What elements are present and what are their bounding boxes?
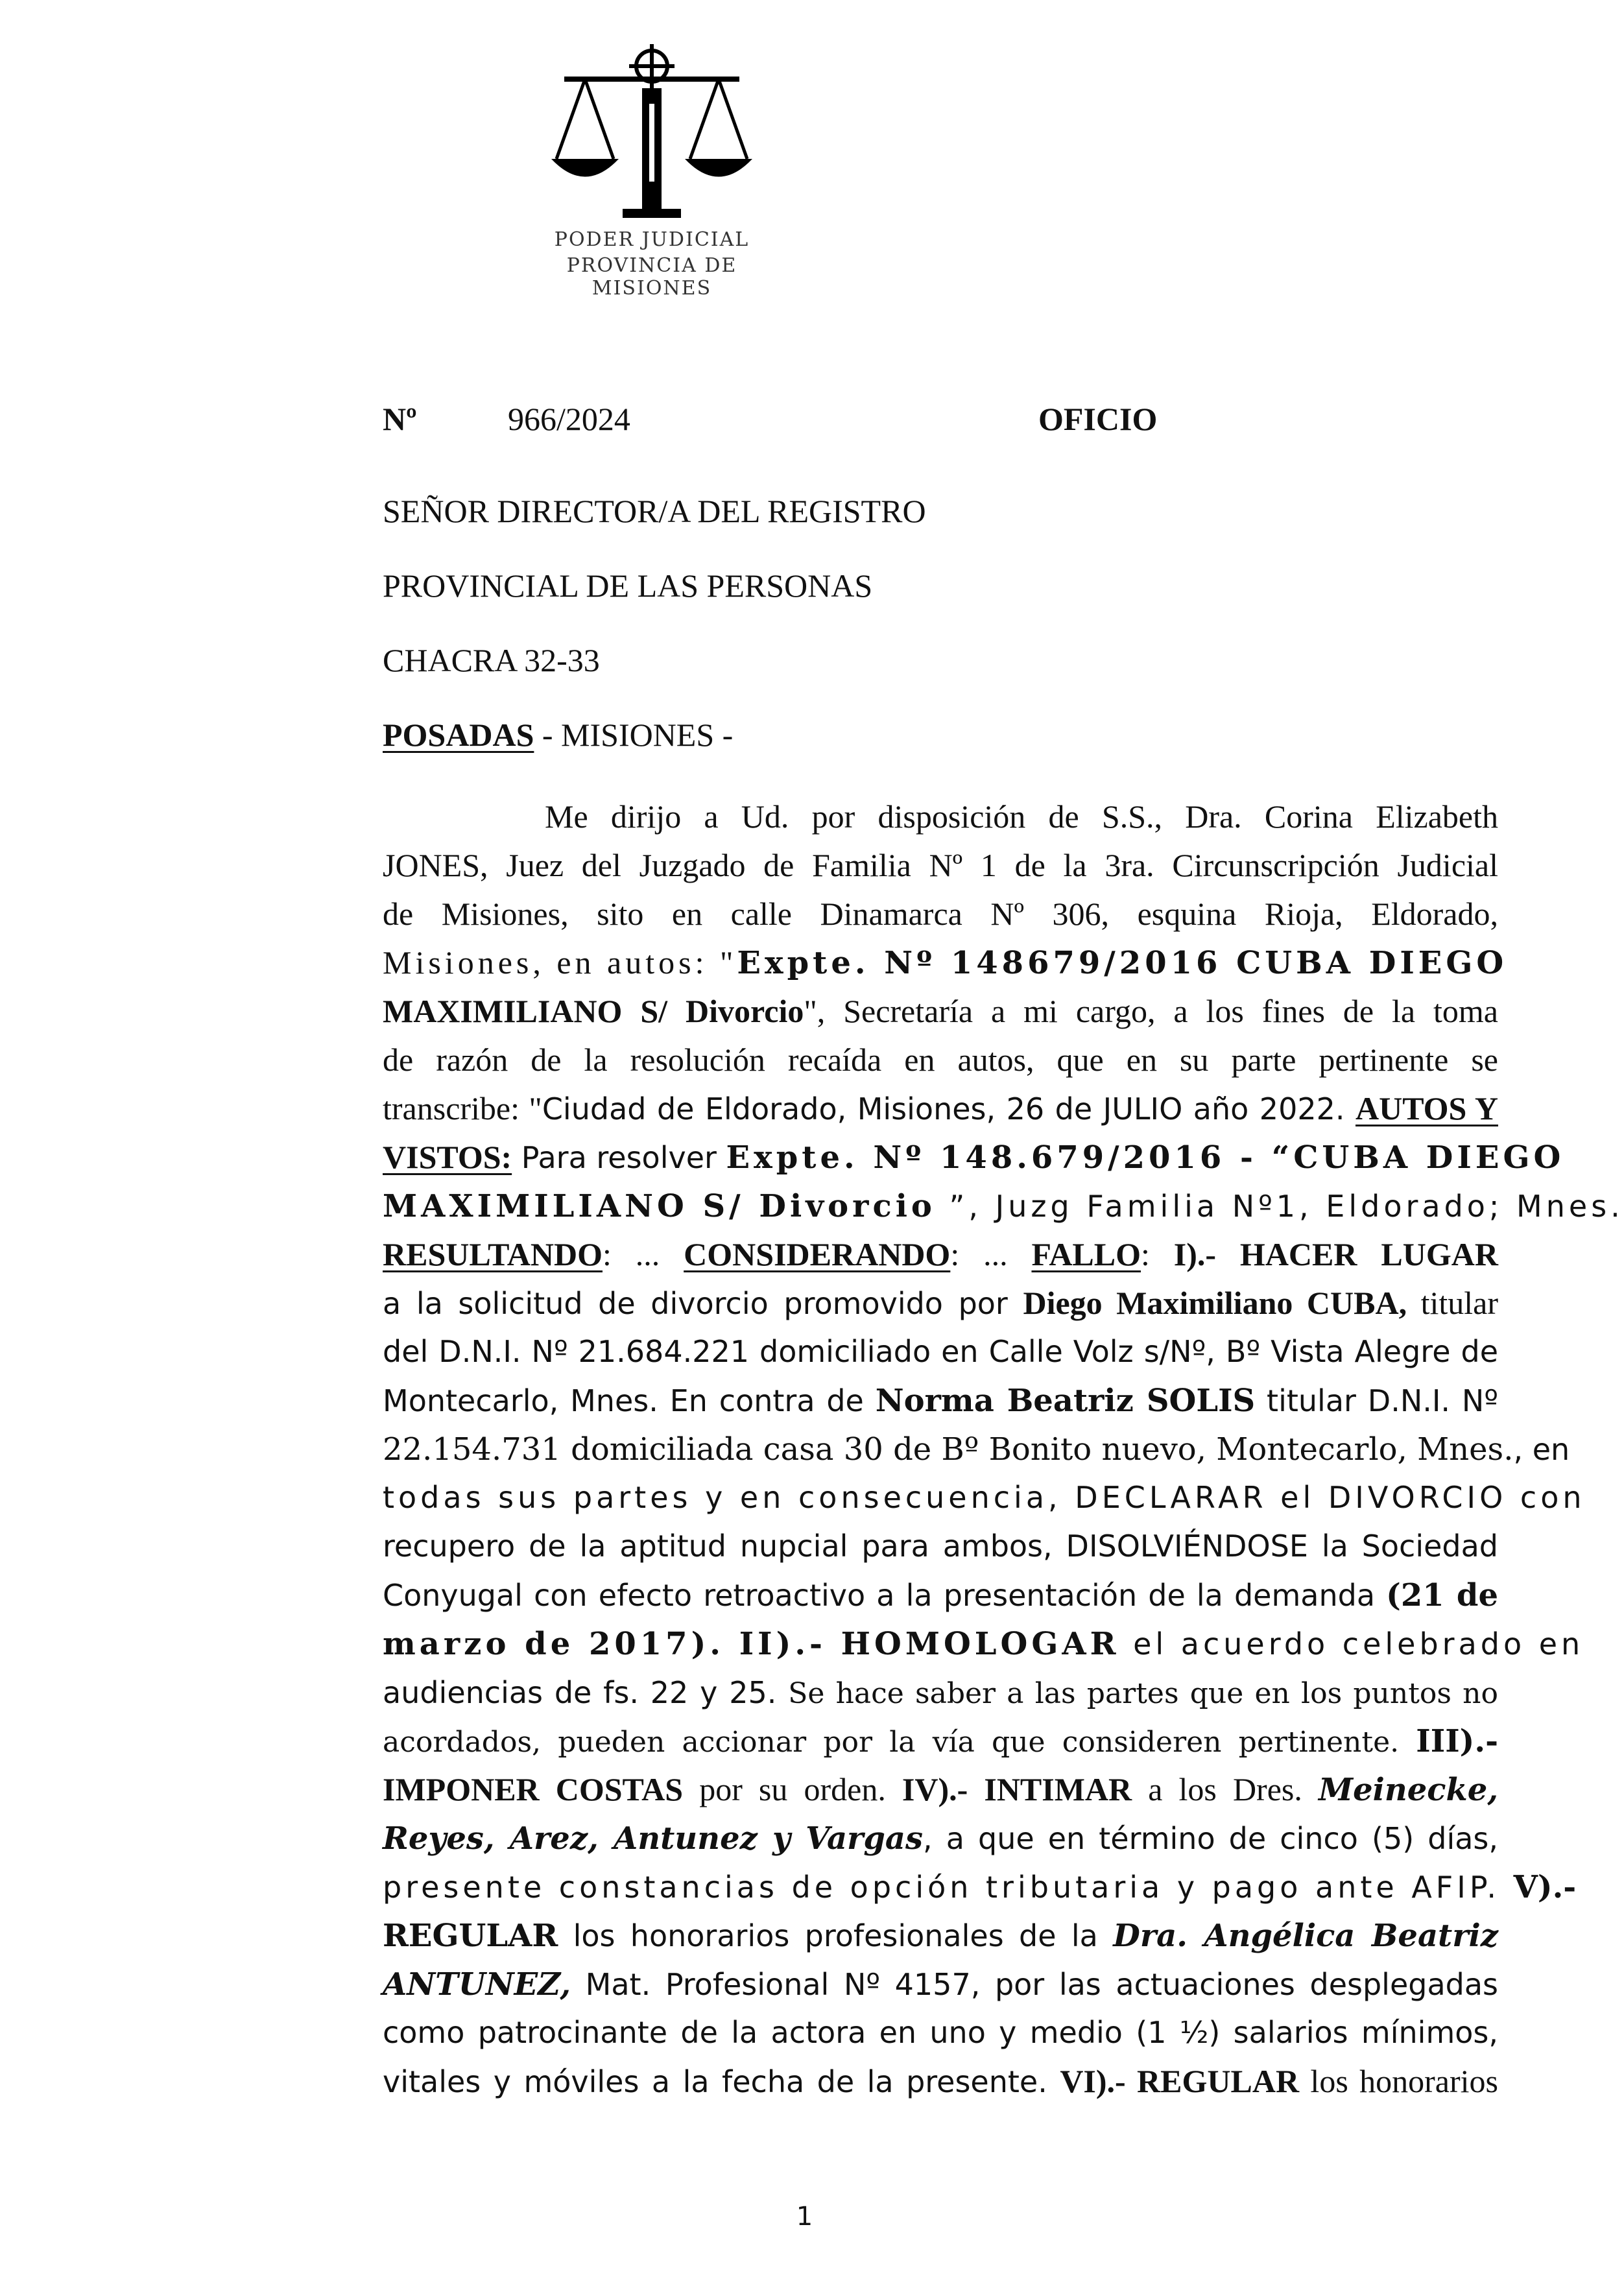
body-text: Conyugal con efecto retroactivo a la presentación de la demanda xyxy=(383,1578,1387,1613)
body-text: por su orden. xyxy=(683,1771,902,1807)
body-line: todas sus partes y en consecuencia, DECLARAR el DIVORCIO con xyxy=(383,1480,1586,1515)
body-text: ”, Juzg Familia Nº1, Eldorado; Mnes. xyxy=(935,1189,1624,1224)
addressee-province: - MISIONES - xyxy=(534,717,734,753)
body-line xyxy=(383,1230,1498,1279)
poder-judicial-logo xyxy=(512,39,791,300)
body-line: JONES, Juez del Juzgado de Familia Nº 1 de la 3ra. Circunscripción Judicial xyxy=(383,847,1498,883)
body-text: Mat. Profesional Nº 4157, por las actuaciones desplegadas xyxy=(571,1967,1498,2002)
number-label: Nº xyxy=(383,401,417,437)
body-text: Misiones, en autos: " xyxy=(383,944,737,981)
logo-line-1: PODER JUDICIAL xyxy=(554,228,750,251)
body-line xyxy=(383,1863,1577,1911)
body-line xyxy=(383,1182,1624,1230)
ruling-item: VI).- REGULAR xyxy=(1060,2063,1300,2099)
party-name: Diego Maximiliano CUBA, xyxy=(1023,1285,1407,1321)
body-text: titular xyxy=(1407,1285,1498,1321)
logo-line-2: PROVINCIA DE MISIONES xyxy=(566,254,737,300)
body-text: : ... xyxy=(603,1236,684,1272)
page-number: 1 xyxy=(796,2202,813,2232)
body-line xyxy=(383,1765,1498,1814)
case-reference: Expte. Nº 148.679/2016 - “CUBA DIEGO xyxy=(726,1139,1565,1176)
body-text: ", Secretaría a mi cargo, a los fines de la toma xyxy=(804,993,1499,1029)
case-reference: MAXIMILIANO S/ Divorcio xyxy=(383,1188,936,1224)
body-text: audiencias de fs. 22 y 25. xyxy=(383,1675,789,1710)
body-line: recupero de la aptitud nupcial para ambos, DISOLVIÉNDOSE la Sociedad xyxy=(383,1529,1498,1564)
case-reference: Expte. Nº 148679/2016 CUBA DIEGO xyxy=(737,945,1508,981)
body-line xyxy=(383,1133,1565,1182)
body-line: como patrocinante de la actora en uno y medio (1 ½) salarios mínimos, xyxy=(383,2015,1498,2050)
body-text: a los Dres. xyxy=(1132,1771,1319,1807)
body-text: acordados, pueden accionar por la vía que consideren pertinente. xyxy=(383,1726,1416,1759)
body-line xyxy=(383,938,1508,987)
body-line xyxy=(383,1717,1498,1765)
body-line xyxy=(383,1279,1498,1328)
body-text: Montecarlo, Mnes. En contra de xyxy=(383,1383,876,1418)
body-text: presente constancias de opción tributaria y pago ante AFIP. xyxy=(383,1870,1514,1905)
body-paragraph xyxy=(383,792,1624,2106)
body-line xyxy=(383,1376,1498,1425)
body-text: vitales y móviles a la fecha de la presente. xyxy=(383,2064,1060,2099)
body-line xyxy=(383,987,1498,1036)
body-line xyxy=(383,1425,1570,1473)
addressee-line-2: PROVINCIAL DE LAS PERSONAS xyxy=(383,567,873,604)
vistos-heading: VISTOS: xyxy=(383,1139,512,1175)
ruling-item: marzo de 2017). II).- HOMOLOGAR xyxy=(383,1626,1120,1662)
number-value: 966/2024 xyxy=(508,401,630,437)
ruling-item: IMPONER COSTAS xyxy=(383,1771,684,1807)
body-text: el acuerdo celebrado en xyxy=(1119,1626,1584,1662)
ruling-item: REGULAR xyxy=(383,1918,558,1954)
attorney-name: ANTUNEZ, xyxy=(383,1966,571,2003)
body-line xyxy=(383,1911,1498,1960)
ruling-item: IV).- INTIMAR xyxy=(902,1771,1132,1807)
body-text: titular D.N.I. Nº xyxy=(1255,1383,1498,1418)
body-text: , en xyxy=(1513,1432,1570,1467)
ruling-item: III).- xyxy=(1416,1723,1498,1759)
body-text: (21 de xyxy=(1386,1577,1498,1614)
addressee-city: POSADAS xyxy=(383,717,534,753)
autos-y-heading: AUTOS Y xyxy=(1355,1090,1498,1126)
body-line xyxy=(383,1619,1584,1668)
body-text: Se hace saber a las partes que en los puntos no xyxy=(788,1677,1498,1710)
scales-of-justice-icon xyxy=(538,39,765,227)
body-text: los honorarios xyxy=(1299,2063,1498,2099)
body-line: de razón de la resolución recaída en autos, que en su parte pertinente se xyxy=(383,1042,1498,1078)
body-line: de Misiones, sito en calle Dinamarca Nº 306, esquina Rioja, Eldorado, xyxy=(383,896,1498,932)
body-line xyxy=(383,1814,1498,1863)
document-type: OFICIO xyxy=(1038,401,1158,437)
case-reference: MAXIMILIANO S/ Divorcio xyxy=(383,993,804,1029)
body-line xyxy=(383,1960,1498,2008)
attorney-name: Dra. Angélica Beatriz xyxy=(1113,1918,1498,1954)
body-text: : ... xyxy=(950,1236,1032,1272)
body-text: : xyxy=(1141,1236,1174,1272)
considerando-heading: CONSIDERANDO xyxy=(684,1236,951,1272)
attorney-names: Reyes, Arez, Antunez y Vargas xyxy=(383,1820,924,1857)
body-line xyxy=(383,1668,1498,1717)
addressee-line-1: SEÑOR DIRECTOR/A DEL REGISTRO xyxy=(383,493,926,529)
body-text: transcribe: " xyxy=(383,1090,542,1126)
body-line xyxy=(383,1084,1498,1133)
ruling-item: V).- xyxy=(1513,1869,1577,1905)
body-text: Para resolver xyxy=(512,1140,726,1175)
body-text: , a que en término de cinco (5) días, xyxy=(923,1821,1498,1856)
ruling-item: I).- HACER LUGAR xyxy=(1173,1236,1498,1272)
body-line xyxy=(383,2057,1498,2106)
resultando-heading: RESULTANDO xyxy=(383,1236,603,1272)
body-line xyxy=(383,1571,1498,1619)
body-line: Me dirijo a Ud. por disposición de S.S., Dra. Corina Elizabeth xyxy=(545,798,1498,835)
body-text: Ciudad de Eldorado, Misiones, 26 de JULIO año 2022. xyxy=(542,1091,1355,1126)
addressee-city-line xyxy=(383,715,733,754)
body-text: los honorarios profesionales de la xyxy=(558,1918,1114,1953)
addressee-line-3: CHACRA 32-33 xyxy=(383,642,600,678)
fallo-heading: FALLO xyxy=(1031,1236,1141,1272)
party-name: Norma Beatriz SOLIS xyxy=(875,1383,1256,1419)
body-line: del D.N.I. Nº 21.684.221 domiciliado en Calle Volz s/Nº, Bº Vista Alegre de xyxy=(383,1334,1498,1369)
body-text: 22.154.731 domiciliada casa 30 de Bº Bonito nuevo, Montecarlo, Mnes. xyxy=(383,1431,1514,1468)
body-text: a la solicitud de divorcio promovido por xyxy=(383,1286,1023,1321)
attorney-names: Meinecke, xyxy=(1318,1772,1499,1808)
